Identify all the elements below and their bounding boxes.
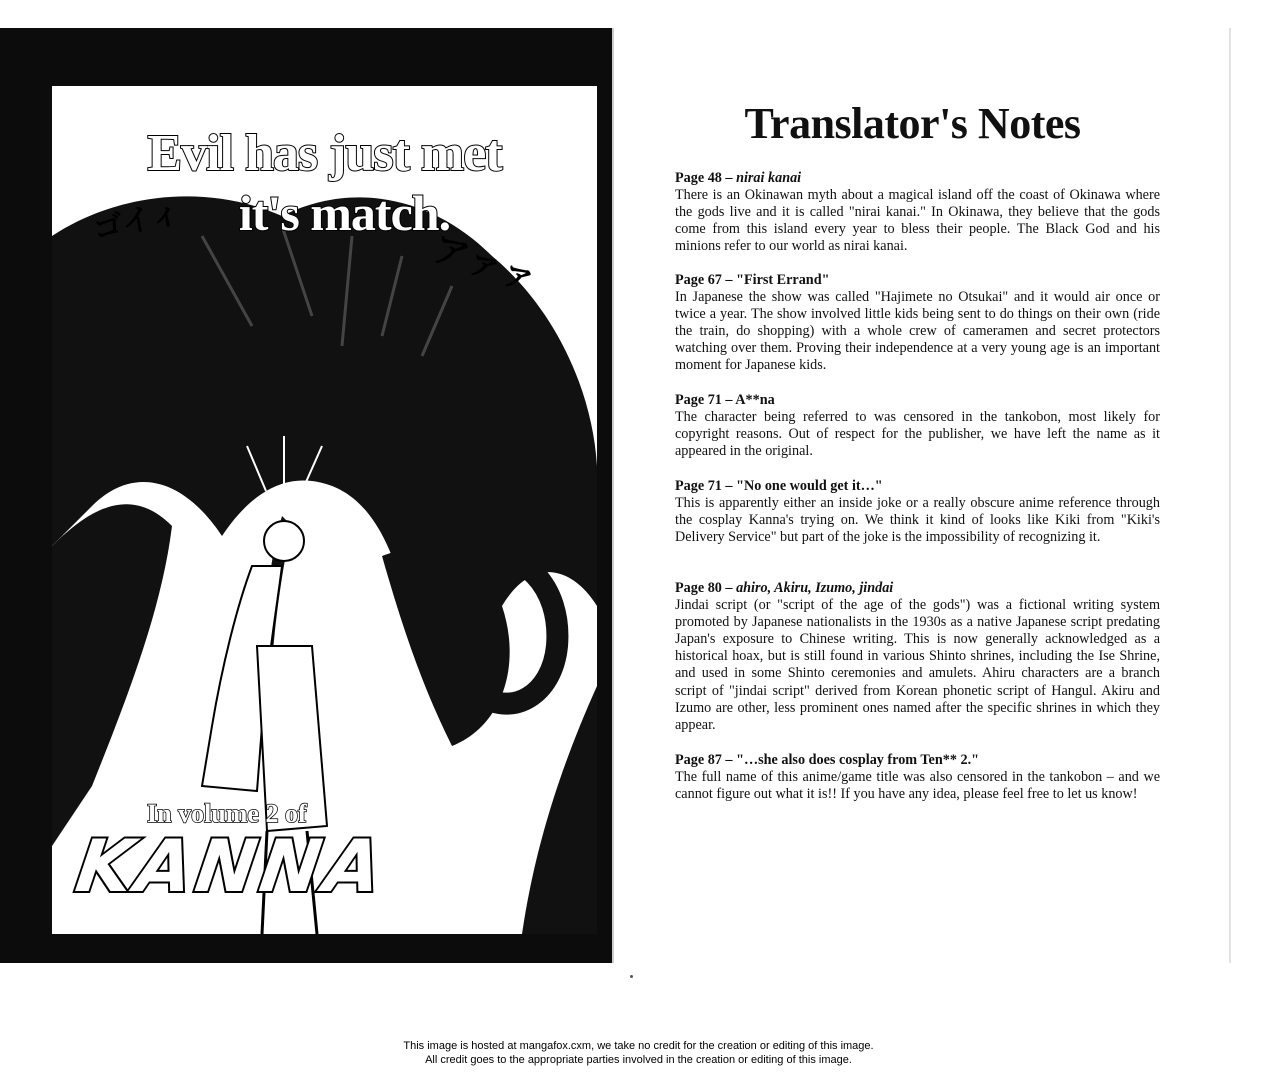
note-item (675, 752, 1160, 803)
note-term: A**na (735, 392, 775, 408)
scan-speck (630, 975, 633, 978)
note-body: This is apparently either an inside joke or a really obscure anime reference through the cosplay Kanna's trying on. We think it kind of looks like Kiki from "Kiki's Delivery Service" but part of the joke is the impossibility of recognizing it. (675, 495, 1160, 546)
note-page-ref: Page 80 – (675, 580, 737, 596)
note-page-ref: Page 87 – (675, 752, 737, 768)
note-page-ref: Page 71 – (675, 478, 737, 494)
note-body: There is an Okinawan myth about a magical island off the coast of Okinawa where the gods live and it is called "nirai kanai." In Okinawa, they believe that the gods come from this island every year to bless their people. The Black God and his minions refer to our world as nirai kanai. (675, 187, 1160, 255)
note-term: nirai kanai (736, 170, 802, 186)
note-item (675, 170, 1160, 255)
note-heading (675, 580, 1160, 597)
girl-head (264, 521, 304, 561)
note-heading (675, 392, 1160, 409)
ad-headline-line1: Evil has just met (147, 125, 502, 182)
note-item (675, 580, 1160, 734)
series-logo: KANNA (71, 824, 391, 908)
sound-effect-right: アァァ (427, 228, 543, 301)
note-heading (675, 478, 1160, 495)
note-heading (675, 752, 1160, 769)
note-term: ahiro, Akiru, Izumo, jindai (736, 580, 894, 596)
note-body: The character being referred to was censored in the tankobon, most likely for copyright reasons. Out of respect for the publisher, we have left the name as it appeared in the original. (675, 409, 1160, 460)
note-page-ref: Page 67 – (675, 272, 737, 288)
hosting-disclaimer-line1: This image is hosted at mangafox.cxm, we take no credit for the creation or editing of this image. (403, 1040, 874, 1052)
note-body: Jindai script (or "script of the age of the gods") was a fictional writing system promoted by Japanese nationalists in the 1930s as a native Japanese script predating Japan's exposure to Chinese writing. This is now generally acknowledged as a historical hoax, but is still found in various Shinto shrines, including the Ise Shrine, and used in some Shinto ceremonies and amulets. Ahiru characters are a branch script of "jindai script" derived from Korean phonetic script of Hangul. Akiru and Izumo are other, less prominent ones named after the specific shrines in which they appear. (675, 597, 1160, 733)
note-heading (675, 170, 1160, 187)
page-title: Translator's Notes (744, 99, 1081, 148)
note-page-ref: Page 71 – (675, 392, 736, 408)
beast-lower-right (522, 686, 597, 934)
page-edge (1229, 28, 1231, 963)
note-page-ref: Page 48 – (675, 170, 737, 186)
note-heading (675, 272, 1160, 289)
manga-ad-page (0, 28, 612, 963)
beast-shoulder (52, 504, 172, 846)
note-item (675, 478, 1160, 546)
ad-teaser-text: In volume 2 of (147, 799, 307, 828)
note-body: The full name of this anime/game title was also censored in the tankobon – and we cannot figure out what it is!! If you have any idea, please feel free to let us know! (675, 769, 1160, 803)
note-body: In Japanese the show was called "Hajimete no Otsukai" and it would air once or twice a year. The show involved little kids being sent to do things on their own (ride the train, do shopping) with a whole crew of cameramen and secret protectors watching over them. Proving their independence at a very young age is an important moment for Japanese kids. (675, 289, 1160, 374)
ad-headline-line2: it's match. (238, 185, 451, 241)
sound-effect-left: ゴイィ (90, 195, 184, 248)
note-term: "First Errand" (736, 272, 830, 288)
note-item (675, 392, 1160, 460)
note-item (675, 272, 1160, 375)
page-gutter (612, 28, 614, 963)
note-term: "No one would get it…" (736, 478, 883, 494)
manga-ad-panel (52, 86, 597, 934)
note-term: "…she also does cosplay from Ten** 2." (736, 752, 979, 768)
hosting-disclaimer-line2: All credit goes to the appropriate parties involved in the creation or editing of this image. (425, 1054, 852, 1066)
